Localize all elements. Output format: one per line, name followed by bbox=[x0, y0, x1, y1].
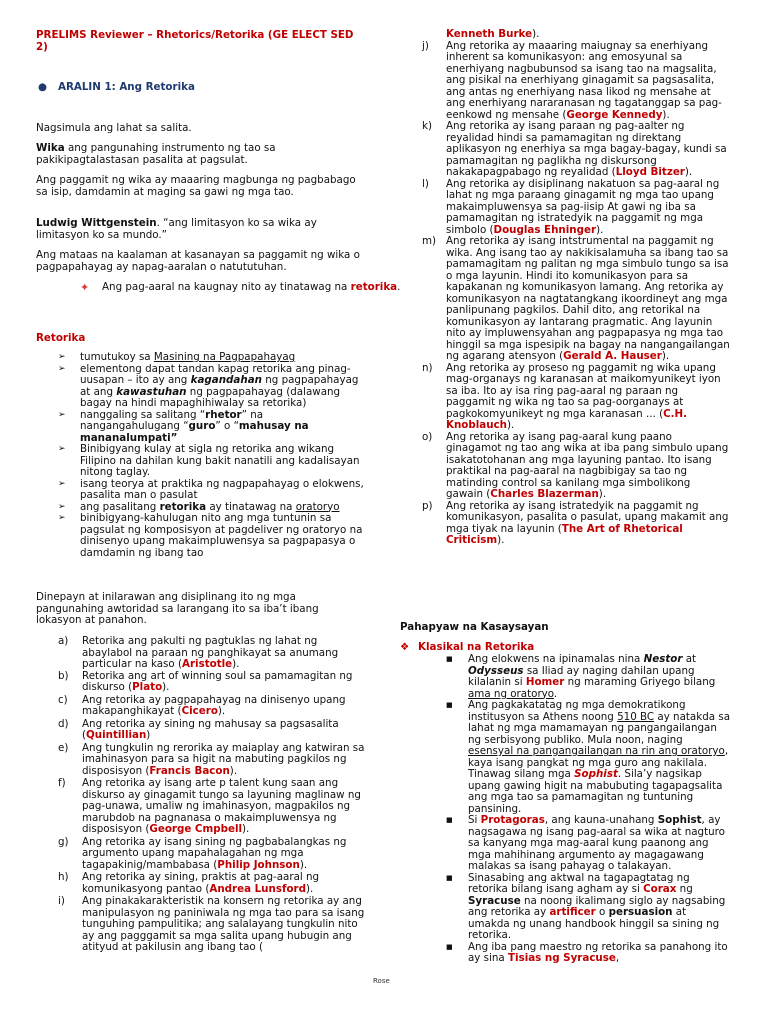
list-item: f) Ang retorika ay isang arte p talent kung saan ang diskurso ay ginagamit tungo sa layuning maglinaw ng pag-unawa, umaliw ng imahinasyon, magpakilos ng marubdob na pagnanasa o makaimpluwensya ng disposisyon (George Cmpbell). bbox=[58, 777, 361, 835]
retorika-list bbox=[58, 352, 366, 559]
square-bullet-icon: ■ bbox=[446, 655, 453, 663]
page-footer: Rose bbox=[373, 977, 390, 985]
bullet-dot-icon: ● bbox=[38, 81, 47, 93]
history-subheading: ❖ Klasikal na Retorika bbox=[400, 641, 535, 653]
list-item: b) Retorika ang art of winning soul sa pamamagitan ng diskurso (Plato). bbox=[58, 669, 353, 693]
list-item: d) Ang retorika ay sining ng mahusay sa pagsasalita (Quintillian) bbox=[58, 717, 339, 741]
intro-paragraph-wika: Wika ang pangunahing instrumento ng tao sa pakikipagtalastasan pasalita at pagsulat. bbox=[36, 142, 276, 166]
list-item: ➢ Binibigyang kulay at sigla ng retorika ang wikang Filipino na dahilan kung bakit nanatili ang kadalisayan nitong taglay. bbox=[58, 443, 360, 478]
defined-paragraph: Dinepayn at inilarawan ang disiplinang ito ng mga pangunahing awtoridad sa larangang ito sa iba’t ibang lokasyon at panahon. bbox=[36, 591, 319, 626]
list-item: a) Retorika ang pakulti ng pagtuklas ng lahat ng abaylabol na paraan ng panghikayat sa anumang particular na kaso (Aristotle). bbox=[58, 635, 339, 670]
list-item: o) Ang retorika ay isang pag-aaral kung paano ginagamot ng tao ang wika at iba pang simbulo upang isakatotohanan ang mga layuning pantao. Ito isang praktikal na pag-aaral na nagbibigay sa tao ng matinding control sa kanilang mga simbolikong gawain (Charles Blazerman). bbox=[422, 430, 729, 500]
list-item: g) Ang retorika ay isang sining ng pagbabalangkas ng argumento upang mapahalagahan ng mga tagapakinig/mambabasa (Philip Johnson). bbox=[58, 835, 347, 871]
star-bullet: ✦ Ang pag-aaral na kaugnay nito ay tinatawag na retorika. bbox=[80, 281, 401, 294]
list-item: m) Ang retorika ay isang intstrumental na paggamit ng wika. Ang isang tao ay nakikisalamuha sa ibang tao sa pamamagitam ng palitan ng mga simbulo tungo sa isa o mga layunin. Hindi ito komunikasyon para sa kapakanan ng komunikasyon lamang. Ang retorika ay komunikasyon na nagtatangkang ikoordineyt ang mga panlipunang pagkilos. Dahil dito, ang retorikal na komunikasyon ay lantarang pragmatic. Ang layunin nito ay impluwensyahan ang pagpapasya ng mga tao hinggil sa mga ispesipik na bagay na nangangailangan ng agarang atensyon (Gerald A. Hauser). bbox=[422, 235, 730, 362]
list-item: p) Ang retorika ay isang istratedyik na paggamit ng komunikasyon, pasalita o pasulat, upang makamit ang mga tiyak na layunin (The Art of Rhetorical Criticism). bbox=[422, 499, 729, 546]
arrow-bullet-icon: ➢ bbox=[58, 513, 66, 523]
list-item: ➢ ang pasalitang retorika ay tinatawag na oratoryo bbox=[58, 500, 340, 513]
square-bullet-icon: ■ bbox=[446, 942, 453, 951]
intro-paragraph-5: Ang mataas na kaalaman at kasanayan sa paggamit ng wika o pagpapahayag ay napag-aaralan o natututuhan. bbox=[36, 249, 360, 273]
intro-paragraph-ludwig: Ludwig Wittgenstein. “ang limitasyon ko sa wika ay limitasyon ko sa mundo.” bbox=[36, 217, 317, 241]
arrow-bullet-icon: ➢ bbox=[58, 409, 66, 420]
list-item: n) Ang retorika ay proseso ng paggamit ng wika upang mag-organays ng karanasan at maikomyunikeyt iyon sa iba. Ito ay isa ring pag-aaral ng paraan ng paggamit ng wika ng tao sa pag-oorganays at pagkokomyunikeyt ng mga karanasan ... (C.H. Knoblauch). bbox=[422, 361, 721, 431]
list-item: h) Ang retorika ay sining, praktis at pag-aaral ng komunikasyong pantao (Andrea Lunsford). bbox=[58, 871, 320, 895]
list-item: j) Ang retorika ay maaaring maiugnay sa enerhiyang inherent sa komunikasyon: ang emosyunal sa enerhiyang nagbubunsod sa isang tao na magsalita, ang pisikal na enerhiyang ginagamit sa pagsasalita, ang antas ng enerhiyang nasa likod ng mensahe at ang enerhiyang nararanasan ng tagatanggap sa pag-eenkowd ng mensahe (George Kennedy). bbox=[422, 39, 722, 121]
square-bullet-icon: ■ bbox=[446, 701, 453, 709]
square-bullet-icon: ■ bbox=[446, 873, 453, 882]
definitions-list-right bbox=[400, 29, 730, 547]
arrow-bullet-icon: ➢ bbox=[58, 478, 66, 489]
list-item: ■ Sinasabing ang aktwal na tagapagtatag ng retorika bilang isang agham ay si Corax ng Syracuse na noong ikalimang siglo ay nagsabing ang retorika ay artificer o persuasion at umakda ng unang handbook hinggil sa sining ng retorika. bbox=[446, 871, 726, 941]
document-title: PRELIMS Reviewer – Rhetorics/Retorika (GE ELECT SED 2) bbox=[36, 29, 354, 53]
list-item: ■ Ang iba pang maestro ng retorika sa panahong ito ay sina Tisias ng Syracuse, bbox=[446, 940, 728, 964]
list-item: ■ Ang pagkakatatag ng mga demokratikong institusyon sa Athens noong 510 BC ay natakda sa lahat ng mga mamamayan ng pangangailangan ng serbisyong publiko. Mula noon, naging esensyal na pangangailangan na rin ang oratoryo, kaya isang pangkat ng mga guro ang nakilala. Tinawag silang mga Sophist. Sila’y nagsikap upang gawing higit na mabubuting tagapagsalita ang mga tao sa pamamagitan ng tuntuning pansining. bbox=[446, 699, 730, 815]
arrow-bullet-icon: ➢ bbox=[58, 363, 66, 374]
square-bullet-icon: ■ bbox=[446, 816, 453, 824]
list-item: i) Ang pinakakarakteristik na konsern ng retorika ay ang manipulasyon ng paniniwala ng mga tao para sa isang tunguhing pampulitika; ang salalayang tungkulin nito ay ang pagggamit sa mga salita upang hubugin ang atityud at pakilusin ang ibang tao ( bbox=[58, 895, 365, 953]
list-item: k) Ang retorika ay isang paraan ng pag-aalter ng reyalidad hindi sa pamamagitan ng direktang aplikasyon ng enerhiya sa mga bagay-bagay, kundi sa pamamagitan ng paglikha ng diskursong nakakapagpabago ng reyalidad (Lloyd Bitzer). bbox=[422, 120, 727, 178]
list-item: ➢ nanggaling sa salitang “rhetor” na nangangahulugang “guro” o “mahusay na mananalumpati” bbox=[58, 408, 309, 444]
arrow-bullet-icon: ➢ bbox=[58, 444, 66, 454]
history-heading: Pahapyaw na Kasaysayan bbox=[400, 621, 549, 633]
intro-paragraph-1: Nagsimula ang lahat sa salita. bbox=[36, 122, 192, 134]
lesson-heading: ● ARALIN 1: Ang Retorika bbox=[38, 81, 195, 93]
arrow-bullet-icon: ➢ bbox=[58, 352, 66, 362]
list-item: ➢ binibigyang-kahulugan nito ang mga tuntunin sa pagsulat ng komposisyon at pagdeliver ng oratoryo na dinisenyo upang makaimpluwensya sa pagpapasya o damdamin ng ibang tao bbox=[58, 512, 363, 559]
list-item: ➢ isang teorya at praktika ng nagpapahayag o elokwens, pasalita man o pasulat bbox=[58, 477, 364, 501]
list-item: ■ Si Protagoras, ang kauna-unahang Sophist, ay nagsagawa ng isang pag-aaral sa wika at nagturo sa kanyang mga mag-aaral kung paanong ang mga mahihinang argumento ay magagawang malakas sa isang pahayag o talakayan. bbox=[446, 814, 725, 872]
list-item: Kenneth Burke). bbox=[446, 28, 540, 40]
list-item: ➢ elementong dapat tandan kapag retorika ang pinag-uusapan – ito ay ang kagandahan ng pagpapahayag at ang kawastuhan ng pagpapahayag (dalawang bagay na hindi mapaghihiwalay sa retorika) bbox=[58, 362, 359, 409]
history-list bbox=[446, 654, 730, 965]
list-item: ➢ tumutukoy sa Masining na Pagpapahayag bbox=[58, 351, 296, 363]
list-item: c) Ang retorika ay pagpapahayag na dinisenyo upang makapanghikayat (Cicero). bbox=[58, 693, 346, 717]
retorika-heading: Retorika bbox=[36, 332, 86, 344]
list-item: l) Ang retorika ay disiplinang nakatuon sa pag-aaral ng lahat ng mga paraang ginagamit ng mga tao upang makaimpluwensya sa pag-iisip At gawi ng iba sa pamamagitan ng istratedyik na paggamit ng mga simbolo (Douglas Ehninger). bbox=[422, 177, 720, 236]
star-bullet-icon: ✦ bbox=[80, 281, 90, 294]
definitions-list-left bbox=[36, 636, 366, 954]
list-item: ■ Ang elokwens na ipinamalas nina Nestor at Odysseus sa Iliad ay naging dahilan upang kilalanin si Homer ng maraming Griyego bilang ama ng oratoryo. bbox=[446, 653, 716, 700]
diamond-bullet-icon: ❖ bbox=[400, 641, 410, 653]
intro-paragraph-3: Ang paggamit ng wika ay maaaring magbunga ng pagbabago sa isip, damdamin at maging sa gawi ng mga tao. bbox=[36, 174, 356, 198]
arrow-bullet-icon: ➢ bbox=[58, 501, 66, 512]
list-item: e) Ang tungkulin ng rerorika ay maiaplay ang katwiran sa imahinasyon para sa higit na mabuting pagkilos ng disposisyon (Francis Bacon). bbox=[58, 741, 365, 777]
